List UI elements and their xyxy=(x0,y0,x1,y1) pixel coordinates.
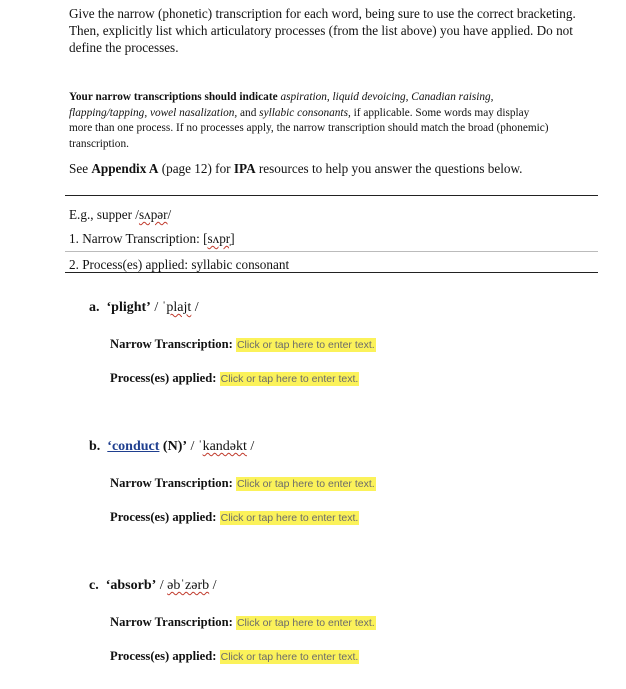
example-narrow-ipa: sʌpr̩ xyxy=(207,231,231,246)
note-text: transcription. xyxy=(69,137,129,150)
item-ipa: əbˈzərb xyxy=(167,578,210,593)
process-input[interactable]: Click or tap here to enter text. xyxy=(220,373,359,385)
divider xyxy=(65,195,598,196)
instructions-line: Then, explicitly list which articulatory processes (from the list above) you have applied. Do not xyxy=(69,23,573,38)
item-b-narrow-field xyxy=(110,476,376,491)
item-c-title: c. ‘absorb’ / əbˈzərb / xyxy=(89,578,217,593)
item-word: ‘plight’ xyxy=(106,300,151,315)
item-letter: a. xyxy=(89,300,100,315)
appendix-line: See Appendix A (page 12) for IPA resources to help you answer the questions below. xyxy=(69,161,523,176)
instructions xyxy=(69,5,609,56)
item-c-narrow-field xyxy=(110,615,376,630)
narrow-label: Narrow Transcription: xyxy=(110,615,233,629)
narrow-transcription-input[interactable]: Click or tap here to enter text. xyxy=(236,617,375,629)
narrow-label: Narrow Transcription: xyxy=(110,337,233,351)
instructions-line: Give the narrow (phonetic) transcription for each word, being sure to use the correct bracketing. xyxy=(69,6,576,21)
item-b-title: b. ‘conduct (N)’ / ˈkandəkt / xyxy=(89,439,255,454)
instructions-line: define the processes. xyxy=(69,40,179,55)
narrow-transcription-input[interactable]: Click or tap here to enter text. xyxy=(236,339,375,351)
note-text: if applicable. Some words may display xyxy=(353,106,530,119)
item-a-process-field xyxy=(110,371,359,386)
note-italic: syllabic consonants, xyxy=(259,106,351,119)
item-a-title: a. ‘plight’ / ˈplajt / xyxy=(89,300,199,315)
note-italic: aspiration, liquid devoicing, Canadian raising, xyxy=(280,91,494,103)
example-line-1: E.g., supper /sʌpər/ xyxy=(69,207,172,222)
item-letter: c. xyxy=(89,578,99,593)
example-line-2: 1. Narrow Transcription: [sʌpr̩] xyxy=(69,231,235,246)
item-a-narrow-field xyxy=(110,337,376,352)
note-paragraph xyxy=(69,90,614,152)
divider xyxy=(65,251,598,252)
item-c-process-field xyxy=(110,649,359,664)
process-label: Process(es) applied: xyxy=(110,649,217,663)
note-italic: flapping/tapping, vowel nasalization, xyxy=(69,106,238,119)
note-bold: Your narrow transcriptions should indicate xyxy=(69,91,278,103)
process-input[interactable]: Click or tap here to enter text. xyxy=(220,512,359,524)
process-label: Process(es) applied: xyxy=(110,510,217,524)
item-b-process-field xyxy=(110,510,359,525)
narrow-transcription-input[interactable]: Click or tap here to enter text. xyxy=(236,478,375,490)
item-word: ‘absorb’ xyxy=(105,578,157,593)
process-label: Process(es) applied: xyxy=(110,371,217,385)
example-line-3: 2. Process(es) applied: syllabic consonant xyxy=(69,257,290,272)
narrow-label: Narrow Transcription: xyxy=(110,476,233,490)
item-word-link[interactable]: ‘conduct xyxy=(107,439,160,454)
item-ipa: kandəkt xyxy=(202,439,247,454)
item-pos: (N)’ xyxy=(159,439,188,454)
note-text: and xyxy=(240,106,257,119)
item-letter: b. xyxy=(89,439,101,454)
note-text: more than one process. If no processes apply, the narrow transcription should match the broad (phonemic) xyxy=(69,122,549,134)
process-input[interactable]: Click or tap here to enter text. xyxy=(220,651,359,663)
ipa-ref: IPA xyxy=(233,161,256,176)
item-ipa: plajt xyxy=(166,300,192,315)
divider xyxy=(65,272,598,273)
appendix-ref: Appendix A xyxy=(91,161,159,176)
example-ipa: sʌpər xyxy=(138,207,168,222)
